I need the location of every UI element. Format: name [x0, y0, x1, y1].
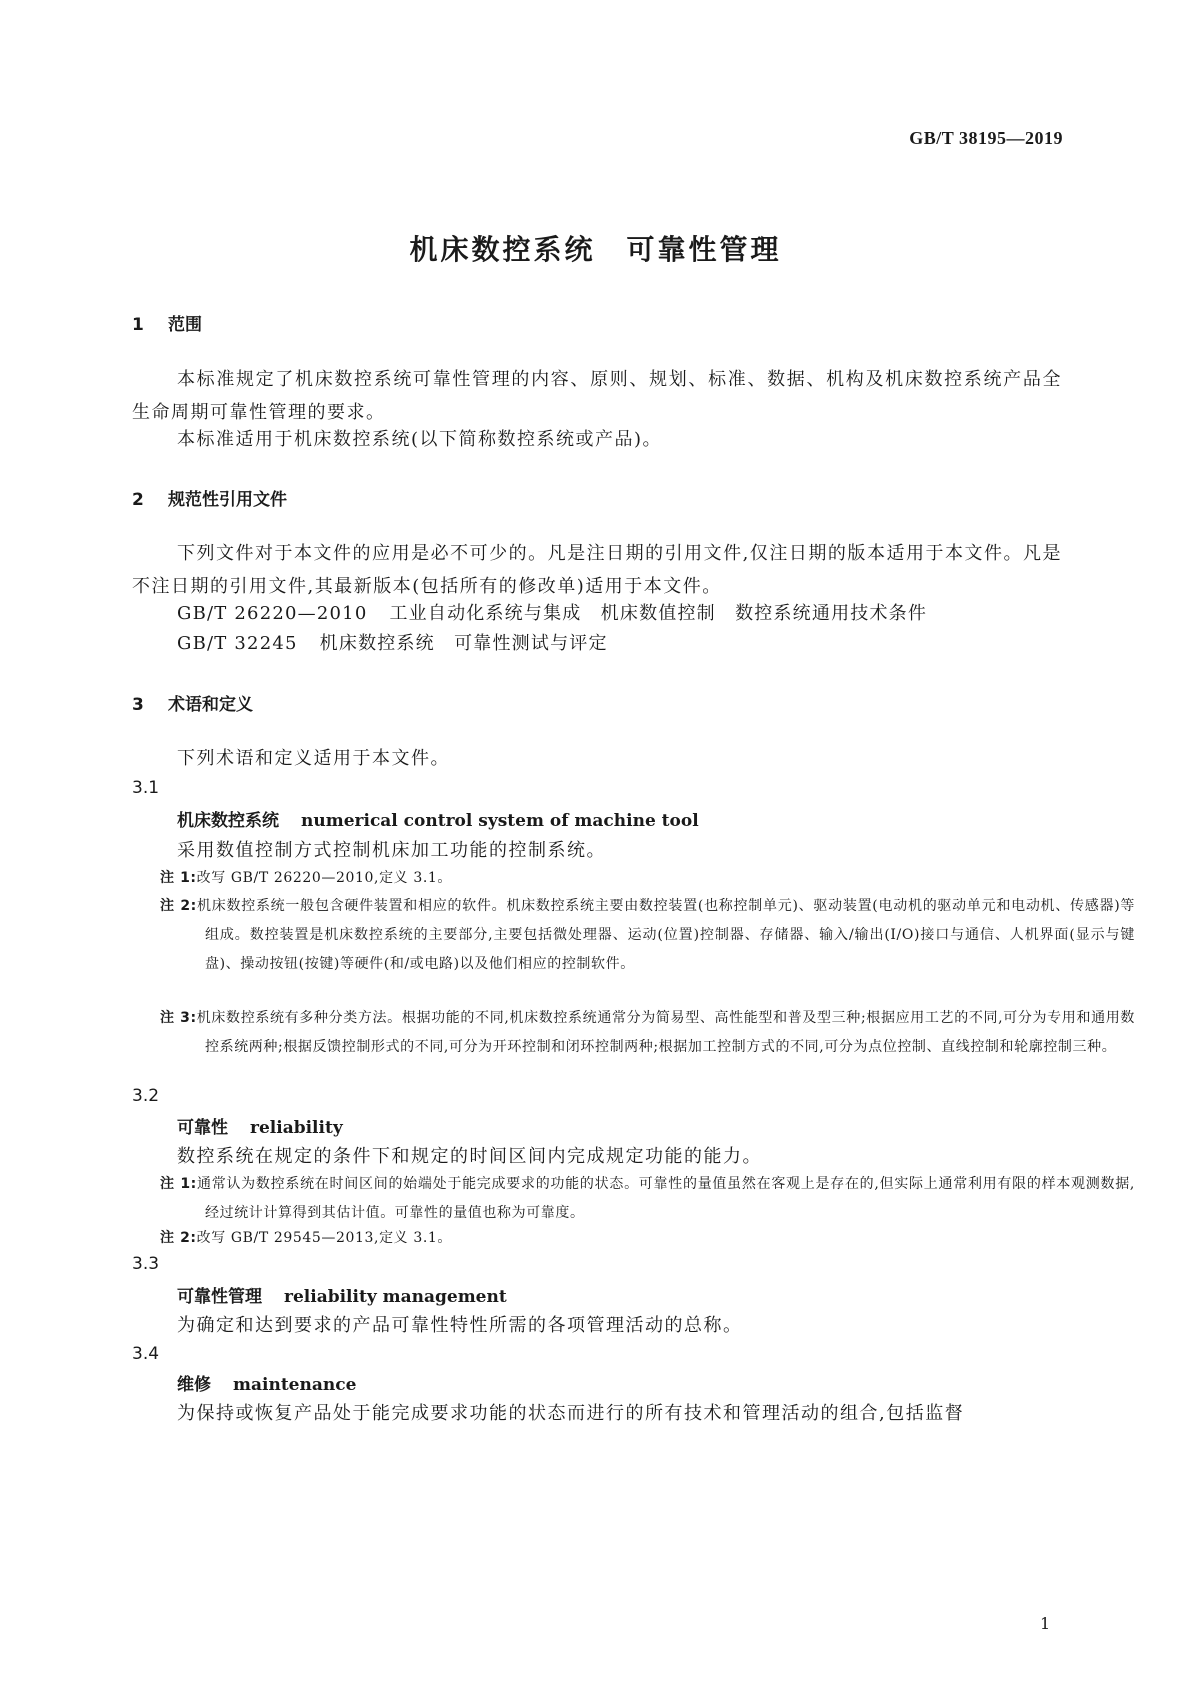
- section-3-number: 3: [132, 695, 144, 715]
- term-zh: 可靠性: [177, 1118, 228, 1138]
- section-2-number: 2: [132, 490, 144, 510]
- reference-code: GB/T 26220—2010: [177, 603, 368, 624]
- term-zh: 机床数控系统: [177, 811, 279, 831]
- reference-title: 工业自动化系统与集成 机床数值控制 数控系统通用技术条件: [389, 603, 928, 624]
- section-1-title: 范围: [168, 315, 202, 335]
- term-heading: [132, 1113, 1107, 1138]
- term-number: 3.4: [132, 1344, 160, 1364]
- section-3-intro: 下列术语和定义适用于本文件。: [177, 748, 450, 769]
- term-en: reliability: [250, 1118, 343, 1138]
- term-heading: [132, 1370, 1107, 1395]
- note-label: 注 3:: [160, 1010, 197, 1026]
- note-text: 改写 GB/T 26220—2010,定义 3.1。: [196, 870, 452, 886]
- note-label: 注 2:: [160, 898, 197, 914]
- term-number: 3.3: [132, 1254, 160, 1274]
- reference-code: GB/T 32245: [177, 633, 298, 654]
- note-label: 注 1:: [160, 870, 197, 886]
- section-2-heading: [132, 485, 1062, 510]
- term-zh: 维修: [177, 1375, 211, 1395]
- term-number: 3.1: [132, 778, 160, 798]
- reference-item: [132, 627, 1107, 660]
- document-title: 机床数控系统 可靠性管理: [409, 233, 782, 266]
- term-definition: 采用数值控制方式控制机床加工功能的控制系统。: [177, 840, 606, 861]
- section-2-title: 规范性引用文件: [168, 490, 287, 510]
- section-3-heading: [132, 690, 1062, 715]
- note-text: 改写 GB/T 29545—2013,定义 3.1。: [196, 1230, 452, 1246]
- term-definition: 为保持或恢复产品处于能完成要求功能的状态而进行的所有技术和管理活动的组合,包括监督: [177, 1403, 965, 1424]
- term-heading: [132, 806, 1107, 831]
- term-en: numerical control system of machine tool: [301, 811, 699, 831]
- reference-title: 机床数控系统 可靠性测试与评定: [319, 633, 608, 654]
- term-en: maintenance: [233, 1375, 357, 1395]
- section-1-paragraph-2: 本标准适用于机床数控系统(以下简称数控系统或产品)。: [177, 429, 663, 450]
- section-1-heading: [132, 310, 1062, 335]
- page-number: 1: [1040, 1614, 1051, 1633]
- term-number: 3.2: [132, 1086, 160, 1106]
- section-3-title: 术语和定义: [168, 695, 253, 715]
- note-text: 机床数控系统有多种分类方法。根据功能的不同,机床数控系统通常分为简易型、高性能型和普及型三种;根据应用工艺的不同,可分为专用和通用数控系统两种;根据反馈控制形式的不同,可分为开环控制和闭环控制两种;根据加工控制方式的不同,可分为点位控制、直线控制和轮廓控制三种。: [196, 1010, 1135, 1055]
- term-note: [132, 1004, 1135, 1062]
- note-label: 注 2:: [160, 1230, 197, 1246]
- note-label: 注 1:: [160, 1176, 197, 1192]
- term-definition: 数控系统在规定的条件下和规定的时间区间内完成规定功能的能力。: [177, 1146, 762, 1167]
- term-note: [132, 892, 1135, 979]
- term-note: [132, 1170, 1135, 1228]
- term-definition: 为确定和达到要求的产品可靠性特性所需的各项管理活动的总称。: [177, 1315, 743, 1336]
- note-text: 机床数控系统一般包含硬件装置和相应的软件。机床数控系统主要由数控装置(也称控制单元)、驱动装置(电动机的驱动单元和电动机、传感器)等组成。数控装置是机床数控系统的主要部分,主要包括微处理器、运动(位置)控制器、存储器、输入/输出(I/O)接口与通信、人机界面(显示与键盘)、操动按钮(按键)等硬件(和/或电路)以及他们相应的控制软件。: [196, 898, 1135, 972]
- section-1-number: 1: [132, 315, 144, 335]
- term-note: [132, 1224, 1135, 1253]
- reference-item: [132, 597, 1107, 630]
- term-zh: 可靠性管理: [177, 1287, 262, 1307]
- section-1-paragraph-1: 本标准规定了机床数控系统可靠性管理的内容、原则、规划、标准、数据、机构及机床数控系统产品全生命周期可靠性管理的要求。: [132, 369, 1062, 423]
- term-en: reliability management: [284, 1287, 507, 1307]
- standard-number: GB/T 38195—2019: [909, 128, 1063, 148]
- section-2-paragraph-1: 下列文件对于本文件的应用是必不可少的。凡是注日期的引用文件,仅注日期的版本适用于本文件。凡是不注日期的引用文件,其最新版本(包括所有的修改单)适用于本文件。: [132, 543, 1062, 597]
- term-note: [132, 864, 1135, 893]
- term-heading: [132, 1282, 1107, 1307]
- note-text: 通常认为数控系统在时间区间的始端处于能完成要求的功能的状态。可靠性的量值虽然在客观上是存在的,但实际上通常利用有限的样本观测数据,经过统计计算得到其估计值。可靠性的量值也称为可靠度。: [196, 1176, 1135, 1221]
